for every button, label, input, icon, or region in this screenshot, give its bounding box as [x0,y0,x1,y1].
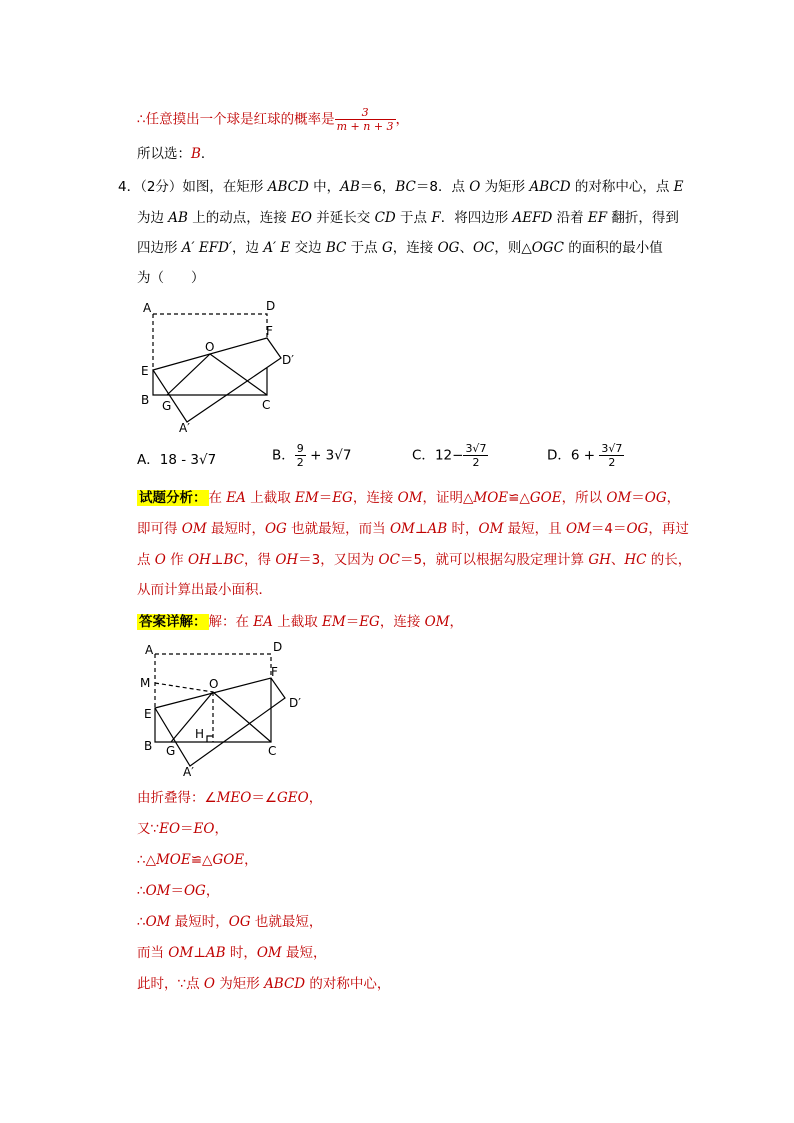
step-3: ∴△MOE≌△GOE， [137,852,258,868]
figure-1-diagram [135,296,305,436]
fig1-label-Dp: D′ [282,353,294,367]
step-2: 又∵EO＝EO， [137,821,228,837]
fig2-label-M: M [140,676,151,690]
answer-select-line: 所以选：B． [137,146,215,162]
fig2-right-angle-mark [207,736,213,742]
analysis-line-2: 即可得 OM 最短时，OG 也就最短，而当 OM⊥AB 时，OM 最短，且 OM＝4＝OG，再过 [137,521,689,537]
question-4-line-4: 为（ ） [137,270,205,286]
fig2-label-O: O [209,677,219,691]
fig2-label-Dp: D′ [289,696,301,710]
fig2-label-H: H [195,727,205,741]
analysis-line-4: 从而计算出最小面积． [137,582,272,598]
fig1-label-O: O [205,340,215,354]
fig1-dashed-top [153,314,267,340]
step-1: 由折叠得：∠MEO＝∠GEO， [137,790,323,806]
answer-detail-line: 答案详解： 解：在 EA 上截取 EM＝EG，连接 OM， [139,614,464,630]
fig1-label-C: C [262,398,271,412]
step-4: ∴OM＝OG， [137,883,220,899]
question-4-line-3: 四边形 A′ EFD′，边 A′ E 交边 BC 于点 G，连接 OG、OC，则△OGC 的面积的最小值 [137,240,663,256]
question-4-line-1: 4．（2分）如图，在矩形 ABCD 中，AB＝6，BC＝8．点 O 为矩形 ABCD 的对称中心，点 E [118,179,684,195]
analysis-line-1: 试题分析： 在 EA 上截取 EM＝EG，连接 OM，证明△MOE≌△GOE，所以 OM＝OG， [139,490,681,506]
fig2-label-D: D [273,640,283,654]
fig1-label-E: E [141,364,149,378]
fig2-label-Ap: A′ [183,765,194,779]
fig2-label-B: B [144,739,153,753]
fig1-label-D: D [266,299,276,313]
probability-line: ∴任意摸出一个球是红球的概率是 $\frac{3}{m + n + 3}$ ， [137,106,410,133]
option-a: A．18 - 3√7 [137,452,217,468]
step-5: ∴OM 最短时，OG 也就最短， [137,914,323,930]
fig1-og-oc [167,354,267,395]
fig1-label-F: F [266,324,273,338]
fig1-label-Ap: A′ [179,421,190,435]
fig2-label-F: F [271,665,278,679]
step-7: 此时，∵点 O 为矩形 ABCD 的对称中心， [137,976,391,992]
step-6: 而当 OM⊥AB 时，OM 最短， [137,945,327,961]
fig2-label-G: G [166,744,176,758]
option-d: D．6 + $\frac{3√7}{2}$ [547,442,623,469]
probability-fraction: $\frac{3}{m + n + 3}$ [336,106,394,133]
fig2-dashed-om [155,683,213,692]
question-4-line-2: 为边 AB 上的动点，连接 EO 并延长交 CD 于点 F．将四边形 AEFD 沿着 EF 翻折，得到 [137,210,679,226]
fig1-rect-solid [153,368,267,395]
answer-tag: 答案详解： [139,614,207,630]
fig2-label-E: E [144,707,152,721]
option-c: C．12− $\frac{3√7}{2}$ [412,442,487,469]
fig2-label-A: A [145,643,154,657]
analysis-line-3: 点 O 作 OH⊥BC，得 OH＝3，又因为 OC＝5，就可以根据勾股定理计算 GH、HC 的长， [137,552,692,568]
fig1-label-B: B [141,393,150,407]
fig1-label-A: A [143,301,152,315]
fig2-label-C: C [268,744,277,758]
fig1-label-G: G [162,399,172,413]
analysis-tag: 试题分析： [139,490,207,506]
figure-2-diagram [135,638,310,780]
option-b: B． $\frac{9}{2}$ + 3√7 [272,442,352,469]
